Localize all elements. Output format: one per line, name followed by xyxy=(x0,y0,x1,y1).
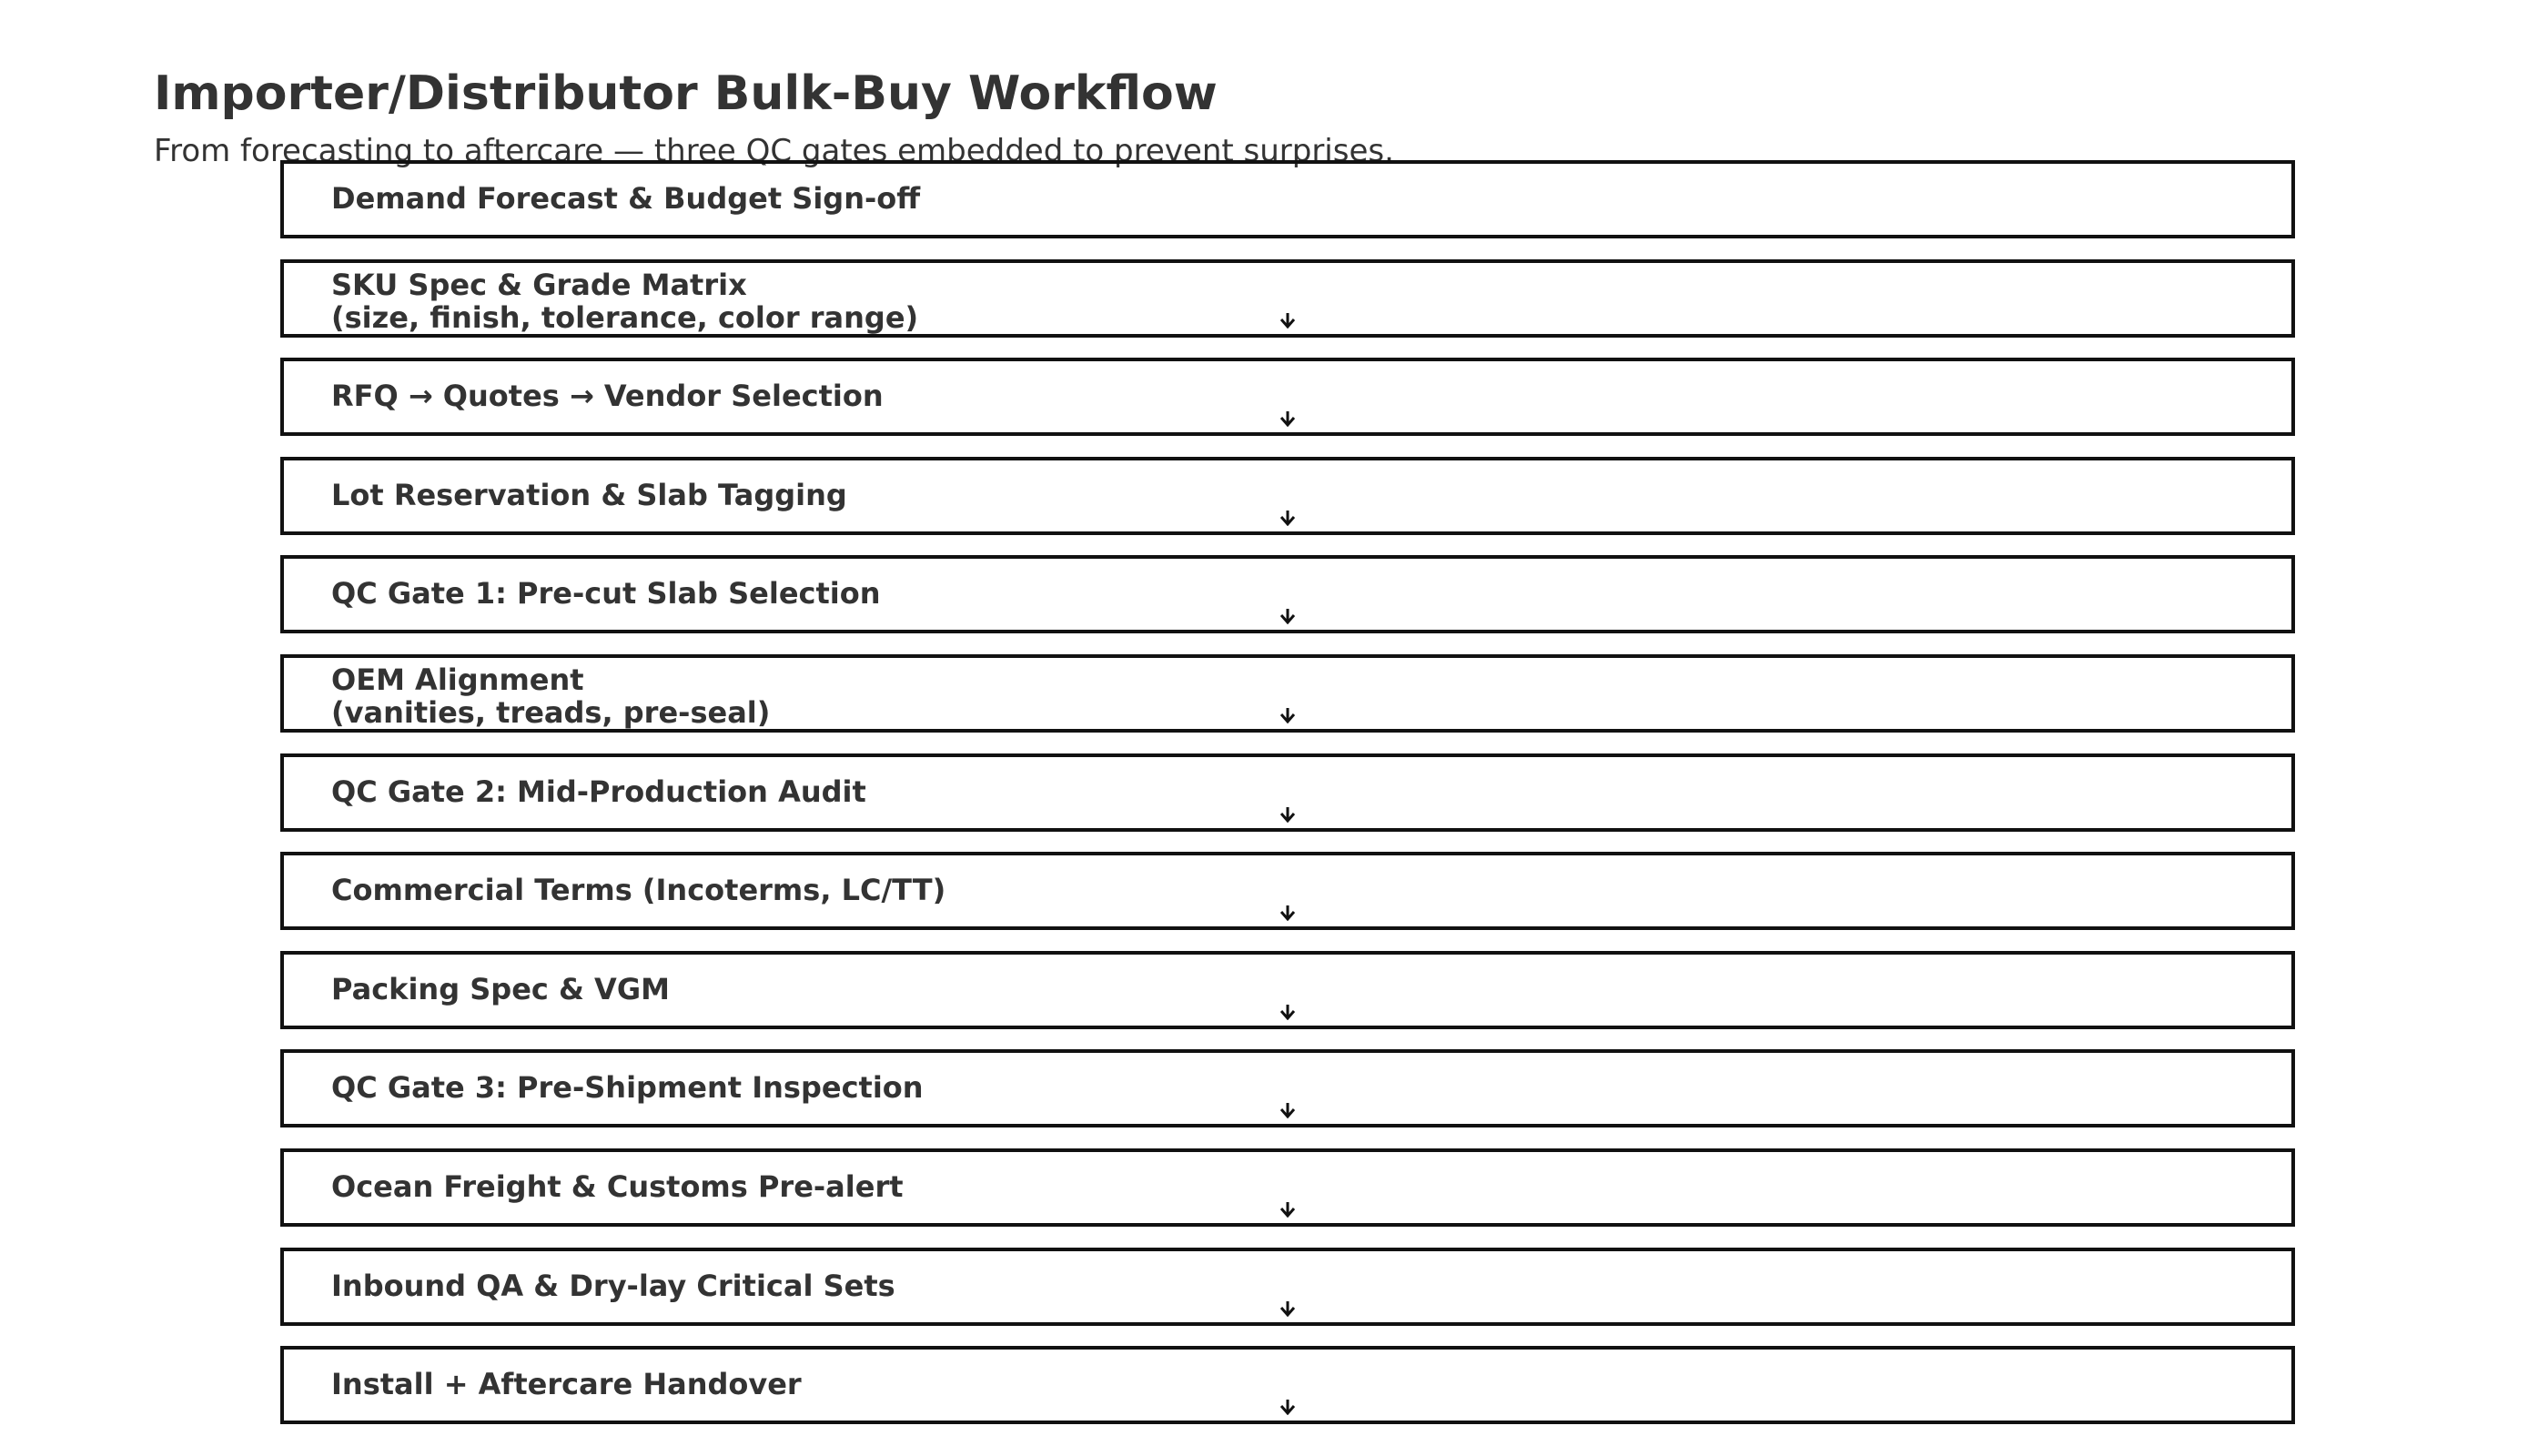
page-title: Importer/Distributor Bulk-Buy Workflow xyxy=(154,66,1218,121)
workflow-step xyxy=(280,654,2295,733)
step-label: SKU Spec & Grade Matrix (size, finish, tolerance, color range) xyxy=(331,268,919,335)
step-label: QC Gate 1: Pre-cut Slab Selection xyxy=(331,576,881,611)
workflow-step xyxy=(280,1148,2295,1227)
arrow-down-icon xyxy=(1279,806,1296,823)
arrow-down-icon xyxy=(1279,1004,1296,1020)
arrow-down-icon xyxy=(1279,410,1296,427)
workflow-step xyxy=(280,753,2295,832)
workflow-step xyxy=(280,852,2295,930)
step-label: Packing Spec & VGM xyxy=(331,972,670,1006)
step-label: QC Gate 2: Mid-Production Audit xyxy=(331,774,866,809)
step-label: RFQ → Quotes → Vendor Selection xyxy=(331,379,884,413)
step-label: Install + Aftercare Handover xyxy=(331,1367,802,1401)
arrow-down-icon xyxy=(1279,1102,1296,1118)
arrow-down-icon xyxy=(1279,905,1296,921)
arrow-down-icon xyxy=(1279,608,1296,624)
arrow-down-icon xyxy=(1279,1399,1296,1415)
page-subtitle: From forecasting to aftercare — three QC gates embedded to prevent surprises. xyxy=(154,133,1394,169)
workflow-step xyxy=(280,951,2295,1029)
arrow-down-icon xyxy=(1279,1300,1296,1317)
step-label: Commercial Terms (Incoterms, LC/TT) xyxy=(331,873,946,907)
workflow-step xyxy=(280,1248,2295,1326)
arrow-down-icon xyxy=(1279,1201,1296,1218)
arrow-down-icon xyxy=(1279,510,1296,526)
step-label: Ocean Freight & Customs Pre-alert xyxy=(331,1169,904,1204)
step-label: OEM Alignment (vanities, treads, pre-seal) xyxy=(331,662,771,730)
workflow-step xyxy=(280,259,2295,338)
workflow-step xyxy=(280,555,2295,633)
workflow-step xyxy=(280,1049,2295,1127)
workflow-step xyxy=(280,358,2295,436)
workflow-step xyxy=(280,457,2295,535)
step-label: QC Gate 3: Pre-Shipment Inspection xyxy=(331,1070,924,1105)
workflow-step xyxy=(280,1346,2295,1424)
step-label: Lot Reservation & Slab Tagging xyxy=(331,478,847,512)
step-label: Demand Forecast & Budget Sign-off xyxy=(331,181,921,216)
arrow-down-icon xyxy=(1279,707,1296,723)
workflow-step xyxy=(280,160,2295,238)
step-label: Inbound QA & Dry-lay Critical Sets xyxy=(331,1269,895,1303)
arrow-down-icon xyxy=(1279,312,1296,329)
